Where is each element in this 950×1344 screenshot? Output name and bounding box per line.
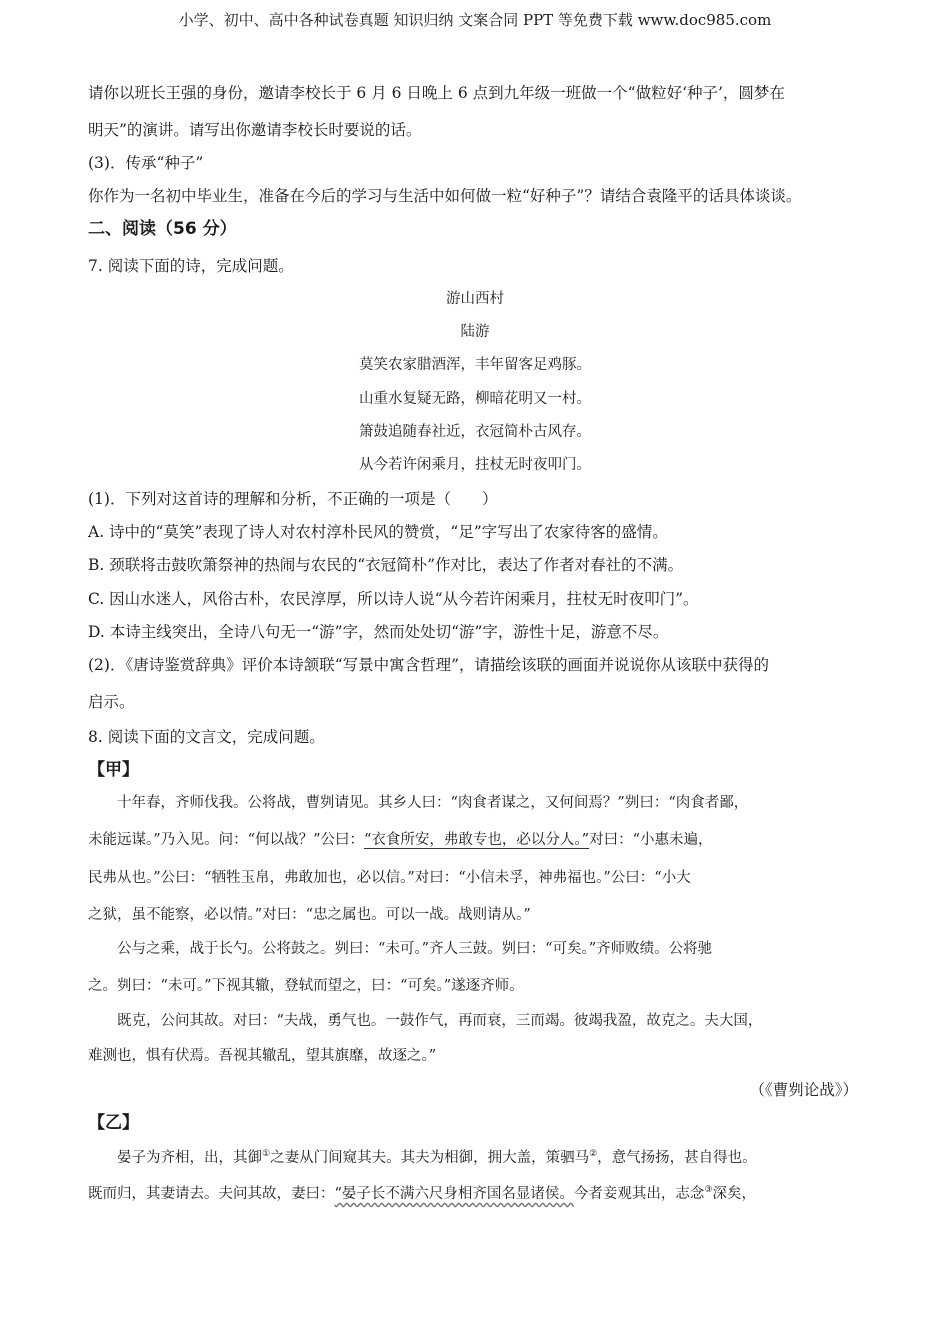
yi-line: 既而归，其妻请去。夫问其故，妻曰：“晏子长不满六尺身相齐国名显诸侯。今者妾观其出，志念③深矣，: [88, 1185, 756, 1202]
q6-sub3-text: 你作为一名初中毕业生，准备在今后的学习与生活中如何做一粒“好种子”？请结合袁隆平的话具体谈谈。: [88, 187, 802, 205]
q6-invite-line1: 请你以班长王强的身份，邀请李校长于 6 月 6 日晚上 6 点到九年级一班做一个“做粒好‘种子’，圆梦在: [88, 84, 785, 102]
q7-sub2-line1: (2)．《唐诗鉴赏辞典》评价本诗颔联“写景中寓含哲理”，请描绘该联的画面并说说你从该联中获得的: [88, 656, 770, 674]
passage-label-jia: 【甲】: [88, 760, 139, 780]
q7-option-a: A. 诗中的“莫笑”表现了诗人对农村淳朴民风的赞赏，“足”字写出了农家待客的盛情。: [88, 523, 668, 541]
poem-author: 陆游: [460, 324, 490, 340]
q6-invite-line2: 明天”的演讲。请写出你邀请李校长时要说的话。: [88, 121, 422, 139]
q8-prompt: 8. 阅读下面的文言文，完成问题。: [88, 728, 325, 746]
q7-prompt: 7. 阅读下面的诗，完成问题。: [88, 257, 294, 275]
wavy-underlined-sentence: “晏子长不满六尺身相齐国名显诸侯。: [334, 1186, 574, 1202]
jia-line: 既克，公问其故。对曰：“夫战，勇气也。一鼓作气，再而衰，三而竭。彼竭我盈，故克之。夫大国，: [88, 1013, 763, 1029]
footnote-mark: ②: [589, 1149, 598, 1160]
q7-sub2-line2: 启示。: [88, 693, 135, 711]
poem-title: 游山西村: [446, 291, 504, 307]
underlined-sentence: “衣食所安，弗敢专也，必以分人。”: [364, 832, 590, 848]
footnote-mark: ①: [262, 1149, 271, 1160]
footnote-mark: ③: [704, 1185, 713, 1196]
jia-line: 之。刿曰：“未可。”下视其辙，登轼而望之，曰：“可矣。”遂逐齐师。: [88, 978, 524, 994]
jia-line: 难测也，惧有伏焉。吾视其辙乱，望其旗靡，故逐之。”: [88, 1048, 437, 1064]
q7-option-b: B. 颈联将击鼓吹箫祭神的热闹与农民的“衣冠简朴”作对比，表达了作者对春社的不满。: [88, 556, 684, 574]
passage-label-yi: 【乙】: [88, 1113, 139, 1133]
section-2-title: 二、阅读（56 分）: [88, 219, 237, 239]
q7-sub1: (1)．下列对这首诗的理解和分析，不正确的一项是（ ）: [88, 490, 498, 508]
poem-line: 从今若许闲乘月，拄杖无时夜叩门。: [359, 457, 591, 473]
yi-line: 晏子为齐相，出，其御①之妻从门间窥其夫。其夫为相御，拥大盖，策驷马②，意气扬扬，甚自得也。: [88, 1149, 757, 1166]
q6-sub3-title: (3)．传承“种子”: [88, 154, 204, 172]
q7-option-c: C. 因山水迷人，风俗古朴，农民淳厚，所以诗人说“从今若许闲乘月，拄杖无时夜叩门”。: [88, 590, 699, 608]
poem-line: 箫鼓追随春社近，衣冠简朴古风存。: [359, 424, 591, 440]
page-header: 小学、初中、高中各种试卷真题 知识归纳 文案合同 PPT 等免费下载 www.doc985.com: [178, 11, 772, 29]
poem-line: 莫笑农家腊酒浑，丰年留客足鸡豚。: [359, 357, 591, 373]
jia-line: 十年春，齐师伐我。公将战，曹刿请见。其乡人曰：“肉食者谋之，又何间焉？”刿曰：“肉食者鄙，: [88, 795, 749, 811]
jia-line: 之狱，虽不能察，必以情。”对曰：“忠之属也。可以一战。战则请从。”: [88, 907, 531, 923]
jia-line: 未能远谋。”乃入见。问：“何以战？”公曰：“衣食所安，弗敢专也，必以分人。”对曰：“小惠未遍，: [88, 832, 713, 848]
jia-line: 民弗从也。”公曰：“牺牲玉帛，弗敢加也，必以信。”对曰：“小信未孚，神弗福也。”公曰：“小大: [88, 870, 691, 886]
poem-line: 山重水复疑无路，柳暗花明又一村。: [359, 391, 591, 407]
jia-line: 公与之乘，战于长勺。公将鼓之。刿曰：“未可。”齐人三鼓。刿曰：“可矣。”齐师败绩。公将驰: [88, 941, 713, 957]
jia-source: （《曹刿论战》）: [749, 1081, 858, 1099]
q7-option-d: D. 本诗主线突出，全诗八句无一“游”字，然而处处切“游”字，游性十足，游意不尽。: [88, 623, 669, 641]
